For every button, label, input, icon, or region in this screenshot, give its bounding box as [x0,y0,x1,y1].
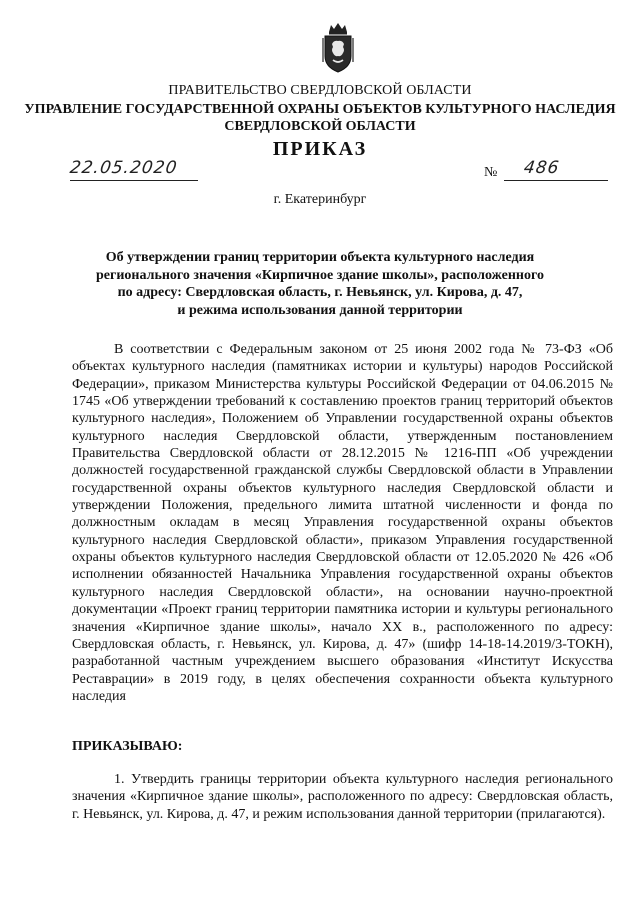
government-header: ПРАВИТЕЛЬСТВО СВЕРДЛОВСКОЙ ОБЛАСТИ [168,83,472,98]
subject-line-3: по адресу: Свердловская область, г. Невьянск, ул. Кирова, д. 47, [117,285,523,300]
preamble-paragraph: В соответствии с Федеральным законом от 25 июня 2002 года № 73-ФЗ «Об объектах культурного наследия (памятниках истории и культуры) народов Российской Федерации», приказом Министерства культуры Российской Федерации от 04.06.2015 № 1745 «Об утверждении требований к составлению проектов границ территорий объектов культурного наследия», Положением об Управлении государственной охраны объектов культурного наследия Свердловской области, утвержденным постановлением Правительства Свердловской области от 28.12.2015 № 1216-ПП «Об учреждении должностей государственной гражданской службы Свердловской области в Управлении государственной охраны объектов культурного наследия Свердловской области и утверждении Положения, предельного лимита штатной численности и фонда по должностным окладам в месяц Управления государственной охраны объектов культурного наследия Свердловской области», приказом Управления государственной охраны объектов культурного наследия Свердловской области от 12.05.2020 № 426 «Об исполнении обязанностей Начальника Управления государственной охраны объектов культурного наследия Свердловской области», на основании научно-проектной документации «Проект границ территории памятника истории и культуры регионального значения «Кирпичное здание школы», начало XX в., расположенного по адресу: Свердловская область, г. Невьянск, ул. Кирова, д. 47» (шифр 14-18-14.2019/3-ТОКН), разработанной частным учреждением высшего образования «Институт Искусства Реставрации» в 2019 году, в целях обеспечения сохранности объекта культурного наследия [72,342,613,704]
order-subject [0,249,640,319]
handwritten-number: 486 [522,158,561,178]
handwritten-date: 22.05.2020 [68,158,179,178]
subject-line-2: регионального значения «Кирпичное здание школы», расположенного [95,267,545,283]
department-line-2: СВЕРДЛОВСКОЙ ОБЛАСТИ [224,119,416,134]
city-line: г. Екатеринбург [273,192,367,207]
department-line-1: УПРАВЛЕНИЕ ГОСУДАРСТВЕННОЙ ОХРАНЫ ОБЪЕКТОВ КУЛЬТУРНОГО НАСЛЕДИЯ [24,102,616,117]
coat-of-arms-emblem [321,22,355,74]
number-sign: № [484,165,498,180]
order-date [68,158,200,184]
document-title: ПРИКАЗ [272,138,368,160]
department-header [0,101,640,135]
order-item-1: 1. Утвердить границы территории объекта культурного наследия регионального значения «Кирпичное здание школы», расположенного по адресу: Свердловская область, г. Невьянск, ул. Кирова, д. 47, и режим использования данной территории (прилагаются). [72,772,613,822]
number-underline [504,180,608,181]
order-number [484,158,610,184]
order-directive: ПРИКАЗЫВАЮ: [72,739,183,754]
subject-line-4: и режима использования данной территории [177,302,463,318]
date-underline [70,180,198,181]
subject-line-1: Об утверждении границ территории объекта культурного наследия [105,250,535,265]
